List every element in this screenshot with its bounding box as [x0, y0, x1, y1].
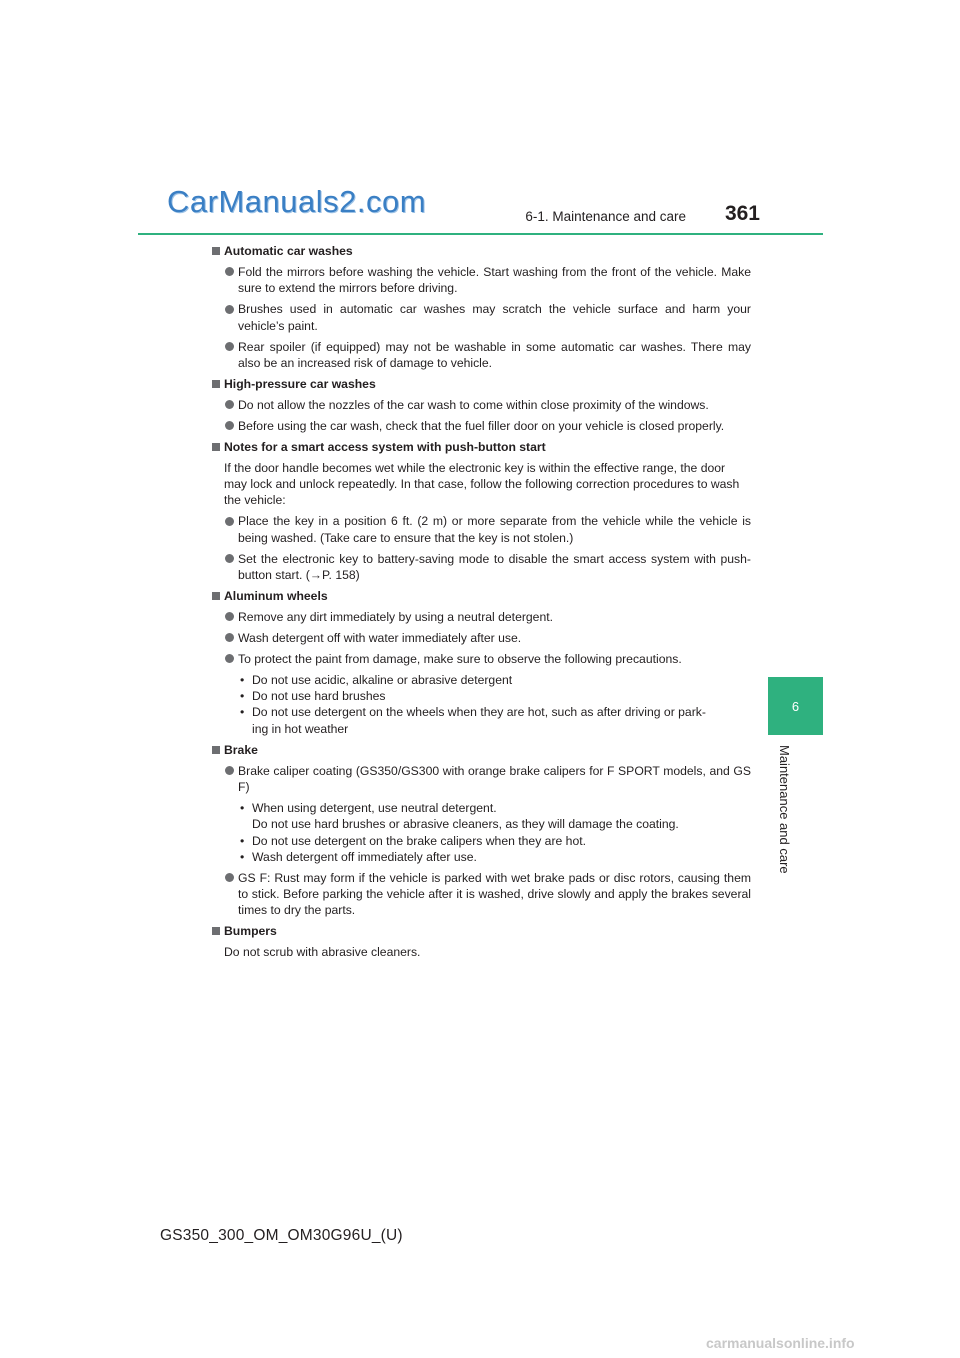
section-title: 6-1. Maintenance and care: [525, 209, 686, 224]
list-item: Set the electronic key to battery-saving mode to disable the smart access system with push-button start. (→P. 158): [238, 551, 751, 582]
list-item: Fold the mirrors before washing the vehicle. Start washing from the front of the vehicle. Make sure to extend the mirrors before driving.: [238, 264, 751, 296]
sub-list-item: • Do not use acidic, alkaline or abrasive detergent: [252, 672, 751, 688]
chapter-label: Maintenance and care: [777, 745, 792, 874]
body-paragraph: If the door handle becomes wet while the electronic key is within the effective range, the door may lock and unlock repeatedly. In that case, follow the following correction procedures to wash the vehicle:: [224, 460, 740, 508]
section-heading: High-pressure car washes: [210, 376, 751, 392]
list-item: Brake caliper coating (GS350/GS300 with orange brake calipers for F SPORT models, and GS F): [238, 763, 751, 794]
section-heading: Brake: [210, 742, 751, 758]
list-item: Brushes used in automatic car washes may scratch the vehicle surface and harm your vehicle’s paint.: [238, 302, 751, 333]
sub-list-item-continued: Do not use hard brushes or abrasive cleaners, as they will damage the coating.: [252, 817, 679, 832]
body-paragraph: Do not scrub with abrasive cleaners.: [224, 945, 421, 960]
section-heading: Aluminum wheels: [210, 588, 751, 604]
list-item: Wash detergent off with water immediately after use.: [238, 630, 751, 646]
sub-list-item: • Do not use hard brushes: [252, 688, 751, 704]
list-item: Before using the car wash, check that the fuel filler door on your vehicle is closed properly.: [238, 418, 751, 434]
site-logo: CarManuals2.com: [167, 184, 427, 219]
section-heading: Notes for a smart access system with push-button start: [210, 439, 751, 455]
header-divider: [138, 233, 823, 235]
sub-list-item: • When using detergent, use neutral detergent.: [252, 800, 751, 816]
section-heading: Automatic car washes: [210, 243, 751, 259]
page-content: [210, 243, 751, 961]
sub-list-item: • Do not use detergent on the brake calipers when they are hot.: [252, 833, 751, 849]
chapter-tab[interactable]: [768, 677, 823, 735]
page-number: 361: [724, 202, 760, 225]
list-item: Remove any dirt immediately by using a neutral detergent.: [238, 609, 751, 625]
watermark: carmanualsonline.info: [706, 1335, 855, 1351]
list-item: To protect the paint from damage, make sure to observe the following precautions.: [238, 651, 751, 667]
section-heading: Bumpers: [210, 923, 751, 939]
manual-code: GS350_300_OM_OM30G96U_(U): [160, 1227, 403, 1244]
list-item: Rear spoiler (if equipped) may not be washable in some automatic car washes. There may also be an increased risk of damage to vehicle.: [238, 339, 751, 370]
sub-list-item-continued: ing in hot weather: [252, 721, 349, 736]
list-item: GS F: Rust may form if the vehicle is parked with wet brake pads or disc rotors, causing them to stick. Before parking the vehicle after it is washed, drive slowly and apply the brakes several times to dry the parts.: [238, 870, 751, 918]
list-item: Place the key in a position 6 ft. (2 m) or more separate from the vehicle while the vehicle is being washed. (Take care to ensure that the key is not stolen.): [238, 514, 751, 545]
list-item: Do not allow the nozzles of the car wash to come within close proximity of the windows.: [238, 397, 751, 413]
sub-list-item: • Wash detergent off immediately after use.: [252, 849, 751, 865]
chapter-number: 6: [791, 698, 800, 714]
sub-list-item: • Do not use detergent on the wheels when they are hot, such as after driving or park-: [252, 704, 751, 720]
